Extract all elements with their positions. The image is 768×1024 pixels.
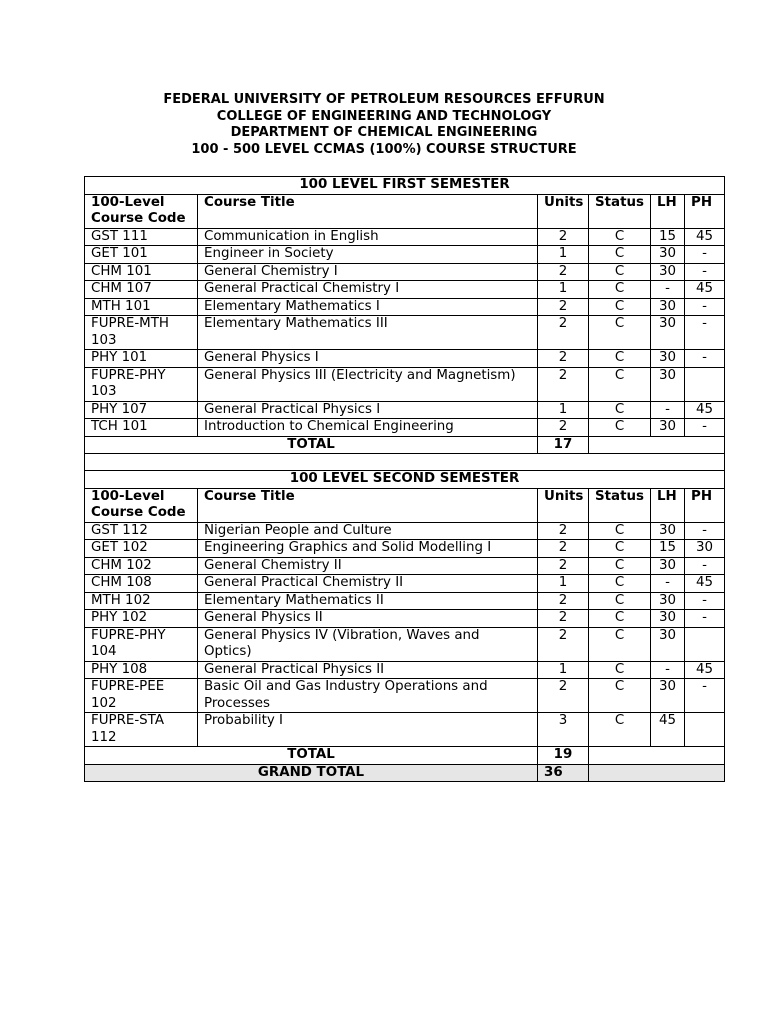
lecture-hours: - xyxy=(651,281,685,299)
college-name: COLLEGE OF ENGINEERING AND TECHNOLOGY xyxy=(216,108,552,124)
course-title: Elementary Mathematics III xyxy=(198,316,538,350)
column-header-practical-hours: PH xyxy=(685,488,725,522)
total-units: 19 xyxy=(538,747,589,765)
lecture-hours: - xyxy=(651,661,685,679)
lecture-hours: 45 xyxy=(651,713,685,747)
course-code: GST 111 xyxy=(85,228,198,246)
course-code: FUPRE-MTH 103 xyxy=(85,316,198,350)
table-row xyxy=(85,592,725,610)
column-header-lecture-hours: LH xyxy=(651,194,685,228)
lecture-hours: 30 xyxy=(651,592,685,610)
table-row xyxy=(85,679,725,713)
table-row xyxy=(85,419,725,437)
status: C xyxy=(589,592,651,610)
practical-hours: - xyxy=(685,419,725,437)
status: C xyxy=(589,367,651,401)
units: 2 xyxy=(538,316,589,350)
total-empty-cell xyxy=(589,747,725,765)
status: C xyxy=(589,228,651,246)
units: 2 xyxy=(538,679,589,713)
practical-hours: 45 xyxy=(685,228,725,246)
status: C xyxy=(589,298,651,316)
course-title: General Practical Physics II xyxy=(198,661,538,679)
total-empty-cell xyxy=(589,436,725,454)
practical-hours xyxy=(685,367,725,401)
table-row xyxy=(85,522,725,540)
table-row xyxy=(85,263,725,281)
status: C xyxy=(589,522,651,540)
column-header-course-code: 100-Level Course Code xyxy=(85,194,198,228)
course-title: General Practical Chemistry II xyxy=(198,575,538,593)
status: C xyxy=(589,540,651,558)
table-row xyxy=(85,540,725,558)
practical-hours: - xyxy=(685,610,725,628)
lecture-hours: 30 xyxy=(651,610,685,628)
course-code: PHY 101 xyxy=(85,350,198,368)
course-title: Probability I xyxy=(198,713,538,747)
practical-hours: 45 xyxy=(685,575,725,593)
lecture-hours: 30 xyxy=(651,350,685,368)
lecture-hours: - xyxy=(651,575,685,593)
course-code: FUPRE-PHY 103 xyxy=(85,367,198,401)
status: C xyxy=(589,401,651,419)
units: 2 xyxy=(538,592,589,610)
spacer-cell xyxy=(85,454,725,471)
units: 3 xyxy=(538,713,589,747)
units: 2 xyxy=(538,350,589,368)
status: C xyxy=(589,316,651,350)
column-header-units: Units xyxy=(538,194,589,228)
status: C xyxy=(589,281,651,299)
course-code: GET 101 xyxy=(85,246,198,264)
course-code: CHM 102 xyxy=(85,557,198,575)
practical-hours xyxy=(685,713,725,747)
lecture-hours: 30 xyxy=(651,263,685,281)
status: C xyxy=(589,263,651,281)
table-row xyxy=(85,298,725,316)
lecture-hours: 30 xyxy=(651,316,685,350)
course-title: Elementary Mathematics I xyxy=(198,298,538,316)
status: C xyxy=(589,419,651,437)
course-title: General Physics IV (Vibration, Waves and Optics) xyxy=(198,627,538,661)
units: 2 xyxy=(538,557,589,575)
column-header-units: Units xyxy=(538,488,589,522)
course-title: General Physics III (Electricity and Magnetism) xyxy=(198,367,538,401)
total-label: TOTAL xyxy=(85,436,538,454)
course-code: PHY 108 xyxy=(85,661,198,679)
course-code: CHM 107 xyxy=(85,281,198,299)
practical-hours: - xyxy=(685,298,725,316)
table-row xyxy=(85,557,725,575)
table-row xyxy=(85,610,725,628)
status: C xyxy=(589,246,651,264)
semester-title: 100 LEVEL FIRST SEMESTER xyxy=(85,177,725,195)
document-header xyxy=(0,92,768,158)
table-row xyxy=(85,228,725,246)
lecture-hours: 30 xyxy=(651,522,685,540)
course-title: General Physics I xyxy=(198,350,538,368)
status: C xyxy=(589,627,651,661)
course-title: Communication in English xyxy=(198,228,538,246)
table-row xyxy=(85,627,725,661)
column-header-status: Status xyxy=(589,488,651,522)
course-code: MTH 102 xyxy=(85,592,198,610)
column-header-course-title: Course Title xyxy=(198,194,538,228)
course-title: Nigerian People and Culture xyxy=(198,522,538,540)
units: 2 xyxy=(538,610,589,628)
course-code: PHY 107 xyxy=(85,401,198,419)
table-row xyxy=(85,401,725,419)
lecture-hours: 30 xyxy=(651,557,685,575)
table-row xyxy=(85,661,725,679)
total-row xyxy=(85,747,725,765)
lecture-hours: 30 xyxy=(651,246,685,264)
column-header-lecture-hours: LH xyxy=(651,488,685,522)
status: C xyxy=(589,661,651,679)
practical-hours: 30 xyxy=(685,540,725,558)
course-structure-table xyxy=(84,176,725,782)
table-row xyxy=(85,367,725,401)
practical-hours: - xyxy=(685,263,725,281)
units: 2 xyxy=(538,367,589,401)
status: C xyxy=(589,575,651,593)
units: 2 xyxy=(538,298,589,316)
course-title: General Physics II xyxy=(198,610,538,628)
course-code: TCH 101 xyxy=(85,419,198,437)
column-header-practical-hours: PH xyxy=(685,194,725,228)
units: 1 xyxy=(538,281,589,299)
course-title: Elementary Mathematics II xyxy=(198,592,538,610)
table-row xyxy=(85,575,725,593)
column-header-course-code: 100-Level Course Code xyxy=(85,488,198,522)
practical-hours: - xyxy=(685,592,725,610)
lecture-hours: - xyxy=(651,401,685,419)
course-code: CHM 108 xyxy=(85,575,198,593)
units: 2 xyxy=(538,419,589,437)
practical-hours: - xyxy=(685,246,725,264)
course-code: FUPRE-STA 112 xyxy=(85,713,198,747)
course-title: General Practical Physics I xyxy=(198,401,538,419)
lecture-hours: 30 xyxy=(651,679,685,713)
document-title: 100 - 500 LEVEL CCMAS (100%) COURSE STRUCTURE xyxy=(191,141,577,157)
course-title: General Practical Chemistry I xyxy=(198,281,538,299)
course-code: MTH 101 xyxy=(85,298,198,316)
course-code: GST 112 xyxy=(85,522,198,540)
course-title: Engineering Graphics and Solid Modelling I xyxy=(198,540,538,558)
university-name: FEDERAL UNIVERSITY OF PETROLEUM RESOURCES EFFURUN xyxy=(163,92,605,107)
total-row xyxy=(85,436,725,454)
lecture-hours: 30 xyxy=(651,298,685,316)
practical-hours: - xyxy=(685,316,725,350)
practical-hours xyxy=(685,627,725,661)
column-header-status: Status xyxy=(589,194,651,228)
units: 2 xyxy=(538,228,589,246)
units: 2 xyxy=(538,540,589,558)
lecture-hours: 30 xyxy=(651,627,685,661)
grand-total-label: GRAND TOTAL xyxy=(85,764,538,782)
course-title: General Chemistry I xyxy=(198,263,538,281)
units: 1 xyxy=(538,401,589,419)
practical-hours: - xyxy=(685,350,725,368)
course-code: PHY 102 xyxy=(85,610,198,628)
total-units: 17 xyxy=(538,436,589,454)
course-title: Introduction to Chemical Engineering xyxy=(198,419,538,437)
status: C xyxy=(589,610,651,628)
units: 2 xyxy=(538,627,589,661)
grand-total-empty-cell xyxy=(589,764,725,782)
units: 1 xyxy=(538,246,589,264)
status: C xyxy=(589,679,651,713)
practical-hours: 45 xyxy=(685,661,725,679)
course-code: FUPRE-PHY 104 xyxy=(85,627,198,661)
course-title: General Chemistry II xyxy=(198,557,538,575)
practical-hours: - xyxy=(685,557,725,575)
column-header-row xyxy=(85,194,725,228)
lecture-hours: 30 xyxy=(651,367,685,401)
semester-title: 100 LEVEL SECOND SEMESTER xyxy=(85,471,725,489)
lecture-hours: 15 xyxy=(651,540,685,558)
table-row xyxy=(85,246,725,264)
practical-hours: 45 xyxy=(685,281,725,299)
status: C xyxy=(589,557,651,575)
practical-hours: 45 xyxy=(685,401,725,419)
table-row xyxy=(85,316,725,350)
course-code: FUPRE-PEE 102 xyxy=(85,679,198,713)
grand-total-units: 36 xyxy=(538,764,589,782)
status: C xyxy=(589,713,651,747)
status: C xyxy=(589,350,651,368)
grand-total-row xyxy=(85,764,725,782)
spacer-row xyxy=(85,454,725,471)
practical-hours: - xyxy=(685,679,725,713)
course-code: CHM 101 xyxy=(85,263,198,281)
units: 1 xyxy=(538,661,589,679)
units: 1 xyxy=(538,575,589,593)
column-header-row xyxy=(85,488,725,522)
course-title: Engineer in Society xyxy=(198,246,538,264)
table-row xyxy=(85,350,725,368)
lecture-hours: 15 xyxy=(651,228,685,246)
table-row xyxy=(85,281,725,299)
department-name: DEPARTMENT OF CHEMICAL ENGINEERING xyxy=(230,125,538,140)
semester-title-row xyxy=(85,177,725,195)
semester-title-row xyxy=(85,471,725,489)
course-title: Basic Oil and Gas Industry Operations and Processes xyxy=(198,679,538,713)
course-code: GET 102 xyxy=(85,540,198,558)
lecture-hours: 30 xyxy=(651,419,685,437)
table-row xyxy=(85,713,725,747)
units: 2 xyxy=(538,522,589,540)
column-header-course-title: Course Title xyxy=(198,488,538,522)
total-label: TOTAL xyxy=(85,747,538,765)
practical-hours: - xyxy=(685,522,725,540)
units: 2 xyxy=(538,263,589,281)
